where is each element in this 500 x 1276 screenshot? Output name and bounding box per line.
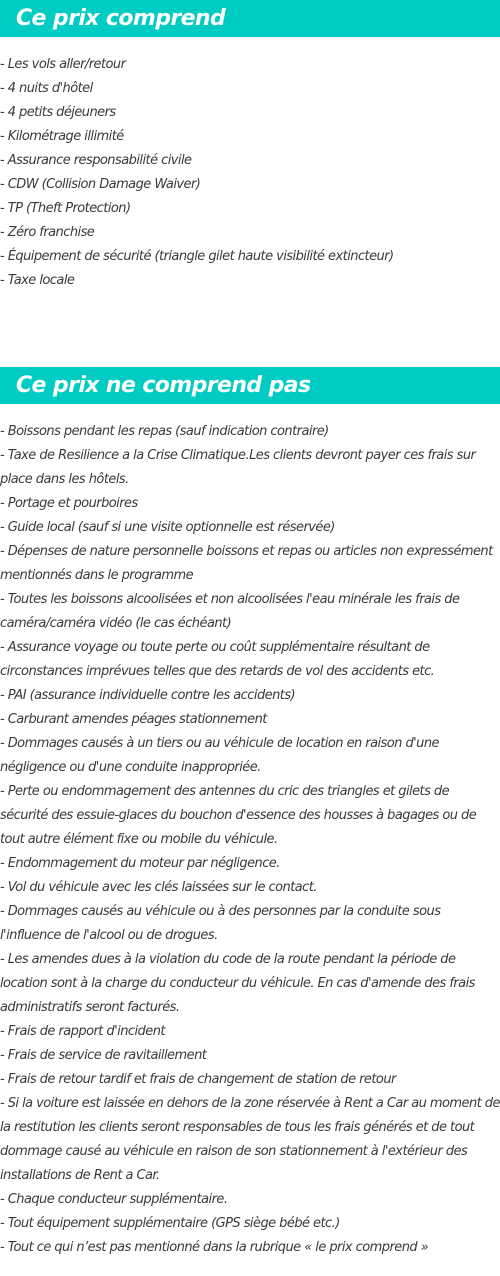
included-items-list: [0, 53, 500, 293]
included-list-item: - Taxe locale: [0, 273, 75, 288]
excluded-list-item: - Frais de rapport d'incident: [0, 1024, 165, 1039]
excluded-list-item: - Toutes les boissons alcoolisées et non alcoolisées l'eau minérale les frais de caméra/caméra vidéo (le cas échéant): [0, 592, 460, 631]
excluded-list-item: - Carburant amendes péages stationnement: [0, 712, 267, 727]
included-list-item: - Équipement de sécurité (triangle gilet haute visibilité extincteur): [0, 249, 394, 264]
excluded-list-item: - Portage et pourboires: [0, 496, 138, 511]
excluded-list-item: - Endommagement du moteur par négligence.: [0, 856, 280, 871]
included-list-item: - CDW (Collision Damage Waiver): [0, 177, 201, 192]
excluded-section-title: Ce prix ne comprend pas: [16, 373, 311, 398]
excluded-list-item: - Frais de service de ravitaillement: [0, 1048, 207, 1063]
excluded-list-item: - PAI (assurance individuelle contre les accidents): [0, 688, 296, 703]
excluded-list-item: - Perte ou endommagement des antennes du cric des triangles et gilets de sécurité des essuie-glaces du bouchon d'essence des housses à bagages ou de tout autre élément fixe ou mobile du véhicule.: [0, 784, 477, 847]
excluded-list-item: - Chaque conducteur supplémentaire.: [0, 1192, 228, 1207]
excluded-list-item: - Vol du véhicule avec les clés laissées sur le contact.: [0, 880, 317, 895]
excluded-list-item: - Dépenses de nature personnelle boissons et repas ou articles non expressément mentionnés dans le programme: [0, 544, 493, 583]
excluded-list-item: - Si la voiture est laissée en dehors de la zone réservée à Rent a Car au moment de la restitution les clients seront responsables de tous les frais générés et de tout dommage causé au véhicule en raison de son stationnement à l'extérieur des installations de Rent a Car.: [0, 1096, 500, 1183]
excluded-list-item: - Frais de retour tardif et frais de changement de station de retour: [0, 1072, 396, 1087]
included-list-item: - Assurance responsabilité civile: [0, 153, 192, 168]
included-list-item: - Kilométrage illimité: [0, 129, 124, 144]
excluded-list-item: - Taxe de Resilience a la Crise Climatique.Les clients devront payer ces frais sur place dans les hôtels.: [0, 448, 476, 487]
included-list-item: - 4 nuits d'hôtel: [0, 81, 93, 96]
excluded-section-header: [0, 367, 500, 404]
included-section-title: Ce prix comprend: [16, 6, 226, 31]
excluded-list-item: - Boissons pendant les repas (sauf indication contraire): [0, 424, 329, 439]
excluded-items-list: [0, 420, 500, 1260]
excluded-list-item: - Tout équipement supplémentaire (GPS siège bébé etc.): [0, 1216, 340, 1231]
included-section-header: [0, 0, 500, 37]
excluded-list-item: - Les amendes dues à la violation du code de la route pendant la période de location sont à la charge du conducteur du véhicule. En cas d'amende des frais administratifs seront facturés.: [0, 952, 475, 1015]
included-list-item: - Zéro franchise: [0, 225, 95, 240]
excluded-list-item: - Guide local (sauf si une visite optionnelle est réservée): [0, 520, 335, 535]
excluded-list-item: - Dommages causés au véhicule ou à des personnes par la conduite sous l'influence de l'alcool ou de drogues.: [0, 904, 441, 943]
excluded-list-item: - Tout ce qui n’est pas mentionné dans la rubrique « le prix comprend »: [0, 1240, 429, 1255]
included-list-item: - Les vols aller/retour: [0, 57, 126, 72]
included-list-item: - 4 petits déjeuners: [0, 105, 116, 120]
included-list-item: - TP (Theft Protection): [0, 201, 131, 216]
excluded-list-item: - Dommages causés à un tiers ou au véhicule de location en raison d'une négligence ou d'une conduite inappropriée.: [0, 736, 440, 775]
excluded-list-item: - Assurance voyage ou toute perte ou coût supplémentaire résultant de circonstances imprévues telles que des retards de vol des accidents etc.: [0, 640, 435, 679]
